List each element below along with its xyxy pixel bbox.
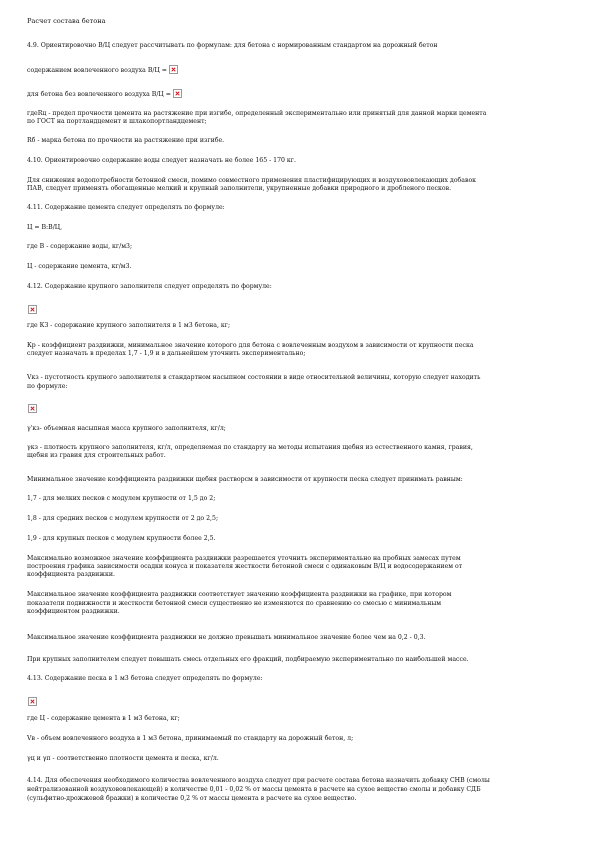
formula-line-with-air xyxy=(27,65,178,75)
text-line: по формуле: xyxy=(27,383,68,390)
list-item: 1,8 - для средних песков с модулем крупности от 2 до 2,5; xyxy=(27,515,219,522)
broken-image-icon xyxy=(28,404,37,413)
text-line: ПАВ, следует применять обогащенные мелкий и крупный заполнители, укрупненные добавки природного и дробленого песков. xyxy=(27,185,452,192)
text-line: γкз - плотность крупного заполнителя, кг/л, определяемая по стандарту на методы испытания щебня из естественного камня, гравия, xyxy=(27,444,473,451)
page-title: Расчет состава бетона xyxy=(27,17,106,25)
text-line: Vкз - пустотность крупного заполнителя в стандартном насыпном состоянии в виде относительной величины, которую следует находить xyxy=(27,374,481,381)
broken-image-icon xyxy=(28,697,37,706)
list-item: 1,7 - для мелких песков с модулем крупности от 1,5 до 2; xyxy=(27,495,216,502)
text-line: где КЗ - содержание крупного заполнителя в 1 м3 бетона, кг; xyxy=(27,322,231,329)
paragraph-4-14: 4.14. Для обеспечения необходимого количества вовлеченного воздуха следует при расчете состава бетона назначить добавку СНВ (смолы xyxy=(27,777,490,784)
broken-image-icon xyxy=(169,65,178,74)
text-line: Vв - объем вовлеченного воздуха в 1 м3 бетона, принимаемый по стандарту на дорожный бетон, л; xyxy=(27,735,354,742)
text-line: При крупных заполнителем следует повышать смесь отдельных его фракций, подбираемую экспериментально по наибольшей массе. xyxy=(27,656,469,663)
text-line: Rб - марка бетона по прочности на растяжение при изгибе. xyxy=(27,137,225,144)
paragraph-4-10: 4.10. Ориентировочно содержание воды следует назначать не более 165 - 170 кг. xyxy=(27,157,297,164)
text-line: коэффициента раздвижки. xyxy=(27,571,115,578)
text-line: гдеRц - предел прочности цемента на растяжение при изгибе, определенный экспериментально или принятый для данной марки цемента xyxy=(27,110,487,117)
text-line: Для снижения водопотребности бетонной смеси, помимо совместного применения пластифицирующих и воздухововлекающих добавок xyxy=(27,177,477,184)
text-line: где Ц - содержание цемента в 1 м3 бетона, кг; xyxy=(27,715,180,722)
text-line: показатели подвижности и жесткости бетонной смеси существенно не изменяются по сравнению со смесью с минимальным xyxy=(27,600,442,607)
broken-image-icon xyxy=(28,305,37,314)
list-item: 1,9 - для крупных песков с модулем крупности более 2,5. xyxy=(27,535,216,542)
paragraph-4-13: 4.13. Содержание песка в 1 м3 бетона следует определять по формуле: xyxy=(27,675,263,682)
formula-cement: Ц = В:В/Ц, xyxy=(27,224,63,231)
text-line: построения графика зависимости осадки конуса и показателя жесткости бетонной смеси с одинаковым В/Ц и водосодержанием от xyxy=(27,563,463,570)
text-line: (сульфитно-дрожжевой бражки) в количестве 0,2 % от массы цемента в расчете на сухое вещество. xyxy=(27,795,357,802)
paragraph-4-12: 4.12. Содержание крупного заполнителя следует определять по формуле: xyxy=(27,283,272,290)
formula-label: для бетона без вовлеченного воздуха В/Ц = xyxy=(27,91,171,98)
text-line: щебня из гравия для строительных работ. xyxy=(27,452,166,459)
text-line: Максимальное значение коэффициента раздвижки соответствует значению коэффициента раздвижки на графике, при котором xyxy=(27,591,452,598)
formula-line-no-air xyxy=(27,89,182,99)
text-line: по ГОСТ на портландцемент и шлакопортландцемент; xyxy=(27,118,207,125)
text-line: следует назначать в пределах 1,7 - 1,9 и в дальнейшем уточнить экспериментально; xyxy=(27,350,306,357)
broken-image-icon xyxy=(173,89,182,98)
text-line: Максимально возможное значение коэффициента раздвижки разрешается уточнить экспериментально на пробных замесах путем xyxy=(27,555,461,562)
text-line: Минимальное значение коэффициента раздвижки щебня растворсм в зависимости от крупности песка следует принимать равным: xyxy=(27,476,463,483)
paragraph-4-11: 4.11. Содержание цемента следует определять по формуле: xyxy=(27,204,225,211)
paragraph-4-9: 4.9. Ориентировочно В/Ц следует рассчитывать по формулам: для бетона с нормированным стандартом на дорожный бетон xyxy=(27,42,438,49)
text-line: нейтрализованной воздухововлекающей) в количестве 0,01 - 0,02 % от массы цемента в расчете на сухое вещество смолы и добавку СДБ xyxy=(27,786,481,793)
text-line: γц и γп - соответственно плотности цемента и песка, кг/л. xyxy=(27,755,219,762)
text-line: коэффициентом раздвижки. xyxy=(27,608,120,615)
text-line: γ'кз- объемная насыпная масса крупного заполнителя, кг/л; xyxy=(27,425,226,432)
formula-label: содержанием вовлеченного воздуха В/Ц = xyxy=(27,67,167,74)
text-line: Ц - содержание цемента, кг/м3. xyxy=(27,263,132,270)
text-line: Максимальное значение коэффициента раздвижки не должно превышать минимальное значение более чем на 0,2 - 0,3. xyxy=(27,634,426,641)
text-line: Кр - коэффициент раздвижки, минимальное значение которого для бетона с вовлеченным воздухом в зависимости от крупности песка xyxy=(27,342,474,349)
text-line: где В - содержание воды, кг/м3; xyxy=(27,243,133,250)
